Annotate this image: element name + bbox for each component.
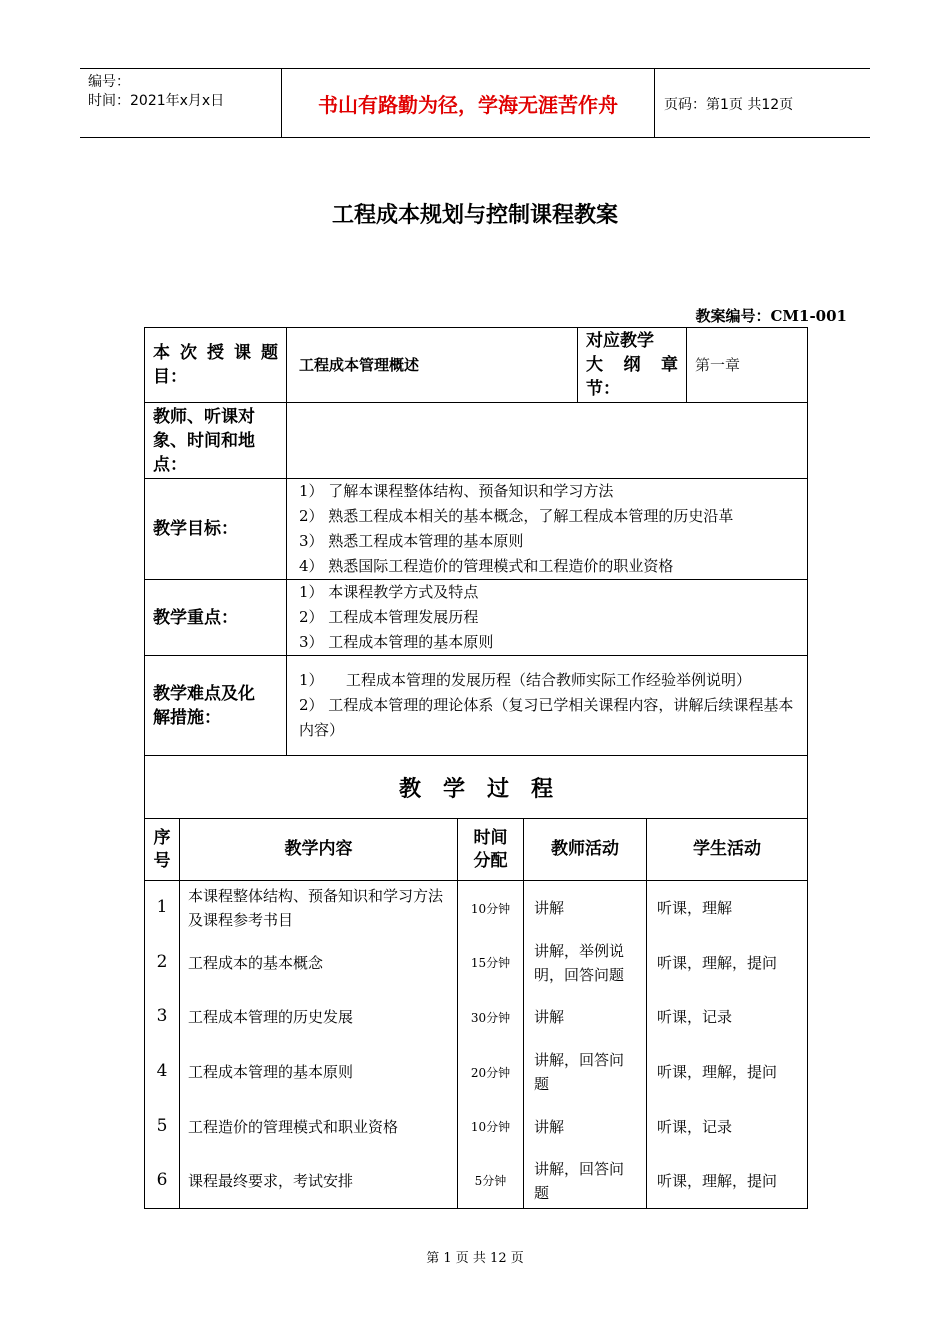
focus-list — [287, 580, 808, 656]
plan-code: 教案编号：CM1-001 — [695, 307, 847, 325]
table-row — [145, 1045, 808, 1100]
teacher-activity-header: 教师活动 — [524, 819, 647, 881]
topic-value: 工程成本管理概述 — [287, 328, 578, 403]
row-content: 本课程整体结构、预备知识和学习方法及课程参考书目 — [180, 881, 458, 936]
row-number: 6 — [145, 1154, 180, 1209]
row-teacher-activity: 讲解，回答问题 — [524, 1045, 647, 1100]
document-title: 工程成本规划与控制课程教案 — [331, 203, 618, 228]
row-number: 5 — [145, 1100, 180, 1154]
row-content: 工程成本管理的基本原则 — [180, 1045, 458, 1100]
row-time: 10分钟 — [458, 881, 524, 936]
row-time: 20分钟 — [458, 1045, 524, 1100]
goals-label: 教学目标： — [145, 479, 287, 580]
row-student-activity: 听课，理解，提问 — [647, 1154, 808, 1209]
process-title: 教学过程 — [145, 756, 808, 819]
difficulty-list — [287, 656, 808, 756]
teacher-audience-value — [287, 403, 808, 479]
row-teacher-activity: 讲解 — [524, 990, 647, 1045]
page-info: 页码：第1页 共12页 — [664, 97, 794, 113]
row-content: 课程最终要求，考试安排 — [180, 1154, 458, 1209]
teacher-audience-label: 教师、听课对 象、时间和地 点： — [145, 403, 287, 479]
row-time: 10分钟 — [458, 1100, 524, 1154]
page-footer: 第 1 页 共 12 页 — [426, 1251, 524, 1266]
row-content: 工程成本的基本概念 — [180, 936, 458, 990]
table-row — [145, 936, 808, 990]
goal-item: 3） 熟悉工程成本管理的基本原则 — [299, 532, 524, 550]
row-student-activity: 听课，理解 — [647, 881, 808, 936]
row-content: 工程成本管理的历史发展 — [180, 990, 458, 1045]
focus-item: 2） 工程成本管理发展历程 — [299, 608, 479, 626]
seq-header: 序 号 — [145, 819, 180, 881]
row-student-activity: 听课，理解，提问 — [647, 1045, 808, 1100]
row-teacher-activity: 讲解，回答问题 — [524, 1154, 647, 1209]
difficulty-label: 教学难点及化 解措施： — [145, 656, 287, 756]
row-student-activity: 听课，记录 — [647, 990, 808, 1045]
goal-item: 4） 熟悉国际工程造价的管理模式和工程造价的职业资格 — [299, 557, 674, 575]
difficulty-item: 2） 工程成本管理的理论体系（复习已学相关课程内容，讲解后续课程基本内容） — [299, 696, 794, 739]
row-time: 15分钟 — [458, 936, 524, 990]
outline-label: 对应教学 大 纲 章 节： — [578, 328, 687, 403]
table-row — [145, 1100, 808, 1154]
teaching-process-table — [144, 755, 808, 1209]
student-activity-header: 学生活动 — [647, 819, 808, 881]
table-row — [145, 990, 808, 1045]
motto: 书山有路勤为径，学海无涯苦作舟 — [281, 69, 655, 137]
time-header: 时间 分配 — [458, 819, 524, 881]
row-number: 4 — [145, 1045, 180, 1100]
table-row — [145, 1154, 808, 1209]
outline-value: 第一章 — [687, 328, 808, 403]
focus-item: 3） 工程成本管理的基本原则 — [299, 633, 494, 651]
row-student-activity: 听课，记录 — [647, 1100, 808, 1154]
row-content: 工程造价的管理模式和职业资格 — [180, 1100, 458, 1154]
row-teacher-activity: 讲解 — [524, 881, 647, 936]
focus-label: 教学重点： — [145, 580, 287, 656]
row-teacher-activity: 讲解 — [524, 1100, 647, 1154]
row-teacher-activity: 讲解，举例说明，回答问题 — [524, 936, 647, 990]
row-time: 5分钟 — [458, 1154, 524, 1209]
goals-list — [287, 479, 808, 580]
table-row — [145, 881, 808, 936]
goal-item: 1） 了解本课程整体结构、预备知识和学习方法 — [299, 482, 614, 500]
row-number: 2 — [145, 936, 180, 990]
topic-label: 本 次 授 课 题 目： — [145, 328, 287, 403]
page-header — [80, 68, 870, 138]
row-student-activity: 听课，理解，提问 — [647, 936, 808, 990]
row-number: 1 — [145, 881, 180, 936]
row-time: 30分钟 — [458, 990, 524, 1045]
header-meta — [88, 73, 224, 111]
difficulty-item: 1） 工程成本管理的发展历程（结合教师实际工作经验举例说明） — [299, 671, 752, 689]
lesson-info-table — [144, 327, 808, 756]
focus-item: 1） 本课程教学方式及特点 — [299, 583, 479, 601]
time-label: 时间：2021年x月x日 — [88, 93, 225, 109]
row-number: 3 — [145, 990, 180, 1045]
code-label: 编号： — [88, 74, 130, 90]
content-header: 教学内容 — [180, 819, 458, 881]
goal-item: 2） 熟悉工程成本相关的基本概念，了解工程成本管理的历史沿革 — [299, 507, 734, 525]
